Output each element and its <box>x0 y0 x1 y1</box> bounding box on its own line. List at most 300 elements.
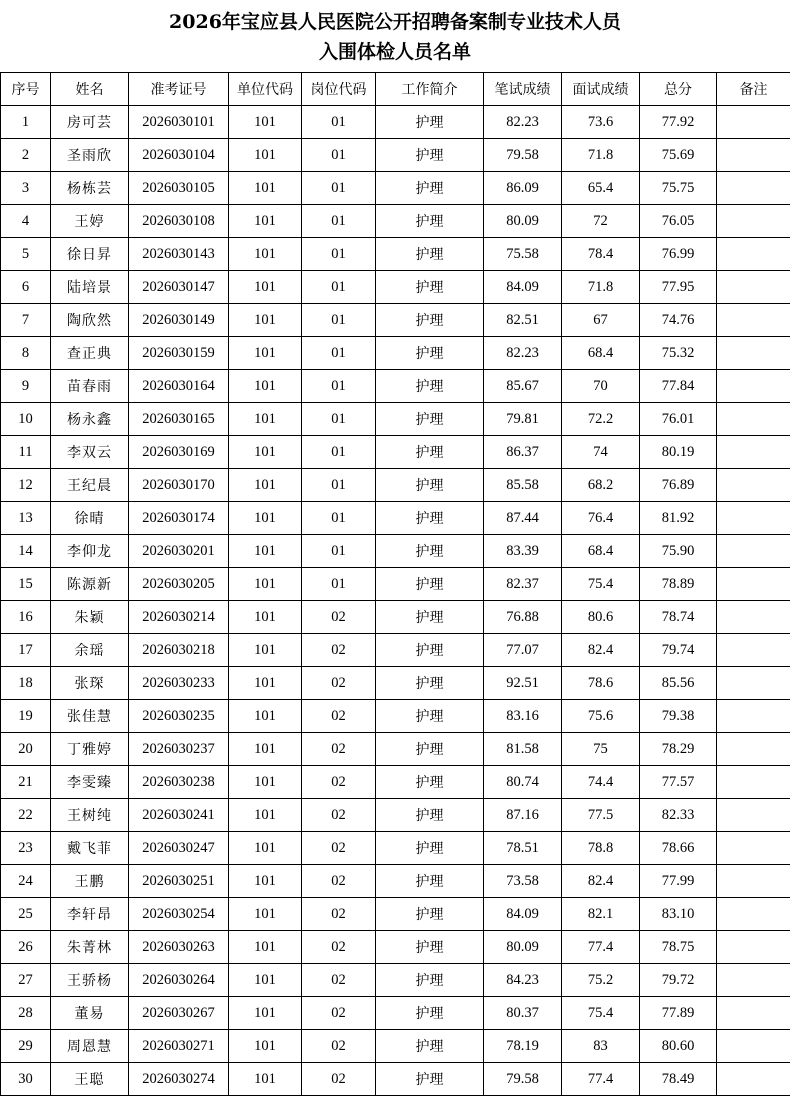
cell-interview-score: 68.4 <box>562 337 640 370</box>
cell-no: 1 <box>1 106 51 139</box>
cell-name: 王树纯 <box>51 799 129 832</box>
cell-exam-id: 2026030254 <box>129 898 229 931</box>
cell-post-code: 01 <box>302 106 376 139</box>
cell-no: 20 <box>1 733 51 766</box>
cell-written-score: 80.37 <box>484 997 562 1030</box>
table-row <box>1 337 790 370</box>
cell-unit-code: 101 <box>229 832 302 865</box>
table-row <box>1 568 790 601</box>
cell-no: 3 <box>1 172 51 205</box>
cell-total: 78.75 <box>640 931 717 964</box>
cell-written-score: 84.09 <box>484 271 562 304</box>
cell-name: 戴飞菲 <box>51 832 129 865</box>
cell-written-score: 82.51 <box>484 304 562 337</box>
header-intro: 工作简介 <box>376 73 484 106</box>
cell-no: 14 <box>1 535 51 568</box>
table-row <box>1 469 790 502</box>
cell-name: 徐日昇 <box>51 238 129 271</box>
cell-interview-score: 78.4 <box>562 238 640 271</box>
cell-unit-code: 101 <box>229 997 302 1030</box>
cell-post-code: 02 <box>302 832 376 865</box>
cell-intro: 护理 <box>376 568 484 601</box>
cell-total: 79.38 <box>640 700 717 733</box>
cell-no: 2 <box>1 139 51 172</box>
cell-intro: 护理 <box>376 238 484 271</box>
cell-unit-code: 101 <box>229 436 302 469</box>
cell-note <box>717 139 790 172</box>
table-row <box>1 832 790 865</box>
cell-intro: 护理 <box>376 403 484 436</box>
cell-no: 13 <box>1 502 51 535</box>
cell-total: 80.60 <box>640 1030 717 1063</box>
cell-exam-id: 2026030170 <box>129 469 229 502</box>
cell-written-score: 87.44 <box>484 502 562 535</box>
cell-no: 24 <box>1 865 51 898</box>
table-row <box>1 205 790 238</box>
table-row <box>1 898 790 931</box>
cell-total: 78.89 <box>640 568 717 601</box>
cell-intro: 护理 <box>376 799 484 832</box>
cell-no: 16 <box>1 601 51 634</box>
cell-total: 83.10 <box>640 898 717 931</box>
table-row <box>1 304 790 337</box>
cell-unit-code: 101 <box>229 469 302 502</box>
cell-post-code: 02 <box>302 865 376 898</box>
header-note: 备注 <box>717 73 790 106</box>
cell-note <box>717 568 790 601</box>
cell-post-code: 01 <box>302 370 376 403</box>
cell-total: 79.72 <box>640 964 717 997</box>
cell-unit-code: 101 <box>229 1030 302 1063</box>
cell-unit-code: 101 <box>229 238 302 271</box>
cell-interview-score: 82.4 <box>562 865 640 898</box>
cell-note <box>717 931 790 964</box>
cell-total: 74.76 <box>640 304 717 337</box>
cell-total: 75.32 <box>640 337 717 370</box>
cell-name: 李雯臻 <box>51 766 129 799</box>
cell-no: 10 <box>1 403 51 436</box>
cell-interview-score: 68.4 <box>562 535 640 568</box>
table-row <box>1 997 790 1030</box>
candidate-table <box>0 72 790 1096</box>
cell-no: 7 <box>1 304 51 337</box>
cell-unit-code: 101 <box>229 271 302 304</box>
cell-note <box>717 865 790 898</box>
cell-unit-code: 101 <box>229 634 302 667</box>
cell-post-code: 01 <box>302 271 376 304</box>
cell-unit-code: 101 <box>229 205 302 238</box>
cell-intro: 护理 <box>376 106 484 139</box>
cell-exam-id: 2026030205 <box>129 568 229 601</box>
cell-intro: 护理 <box>376 733 484 766</box>
cell-post-code: 02 <box>302 997 376 1030</box>
cell-total: 75.75 <box>640 172 717 205</box>
cell-name: 余瑶 <box>51 634 129 667</box>
cell-post-code: 01 <box>302 172 376 205</box>
cell-post-code: 02 <box>302 1030 376 1063</box>
cell-intro: 护理 <box>376 700 484 733</box>
cell-exam-id: 2026030267 <box>129 997 229 1030</box>
cell-exam-id: 2026030101 <box>129 106 229 139</box>
table-row <box>1 799 790 832</box>
cell-total: 77.99 <box>640 865 717 898</box>
table-row <box>1 535 790 568</box>
cell-intro: 护理 <box>376 1030 484 1063</box>
cell-unit-code: 101 <box>229 106 302 139</box>
table-row <box>1 502 790 535</box>
table-row <box>1 1030 790 1063</box>
cell-intro: 护理 <box>376 172 484 205</box>
cell-exam-id: 2026030201 <box>129 535 229 568</box>
cell-post-code: 01 <box>302 304 376 337</box>
cell-post-code: 01 <box>302 205 376 238</box>
cell-exam-id: 2026030108 <box>129 205 229 238</box>
cell-unit-code: 101 <box>229 766 302 799</box>
header-interview-score: 面试成绩 <box>562 73 640 106</box>
cell-interview-score: 78.6 <box>562 667 640 700</box>
table-row <box>1 238 790 271</box>
cell-exam-id: 2026030251 <box>129 865 229 898</box>
cell-name: 李双云 <box>51 436 129 469</box>
header-name: 姓名 <box>51 73 129 106</box>
cell-intro: 护理 <box>376 997 484 1030</box>
cell-note <box>717 997 790 1030</box>
cell-post-code: 01 <box>302 403 376 436</box>
cell-note <box>717 271 790 304</box>
cell-no: 8 <box>1 337 51 370</box>
cell-no: 9 <box>1 370 51 403</box>
cell-name: 董易 <box>51 997 129 1030</box>
cell-total: 78.66 <box>640 832 717 865</box>
cell-written-score: 79.58 <box>484 1063 562 1096</box>
cell-written-score: 77.07 <box>484 634 562 667</box>
title-line-1: 2026年宝应县人民医院公开招聘备案制专业技术人员 <box>0 7 790 37</box>
cell-written-score: 82.23 <box>484 337 562 370</box>
cell-total: 76.99 <box>640 238 717 271</box>
cell-written-score: 85.58 <box>484 469 562 502</box>
cell-intro: 护理 <box>376 634 484 667</box>
cell-unit-code: 101 <box>229 535 302 568</box>
cell-intro: 护理 <box>376 931 484 964</box>
cell-total: 77.84 <box>640 370 717 403</box>
cell-written-score: 78.51 <box>484 832 562 865</box>
cell-note <box>717 238 790 271</box>
cell-name: 丁雅婷 <box>51 733 129 766</box>
cell-intro: 护理 <box>376 601 484 634</box>
cell-intro: 护理 <box>376 502 484 535</box>
cell-post-code: 02 <box>302 700 376 733</box>
cell-note <box>717 700 790 733</box>
cell-post-code: 01 <box>302 238 376 271</box>
cell-exam-id: 2026030238 <box>129 766 229 799</box>
cell-unit-code: 101 <box>229 733 302 766</box>
cell-note <box>717 172 790 205</box>
cell-unit-code: 101 <box>229 337 302 370</box>
cell-written-score: 87.16 <box>484 799 562 832</box>
cell-intro: 护理 <box>376 337 484 370</box>
cell-total: 79.74 <box>640 634 717 667</box>
cell-exam-id: 2026030233 <box>129 667 229 700</box>
cell-total: 77.57 <box>640 766 717 799</box>
cell-name: 周恩慧 <box>51 1030 129 1063</box>
cell-post-code: 01 <box>302 436 376 469</box>
cell-name: 查正典 <box>51 337 129 370</box>
cell-note <box>717 502 790 535</box>
cell-note <box>717 337 790 370</box>
cell-unit-code: 101 <box>229 568 302 601</box>
cell-written-score: 78.19 <box>484 1030 562 1063</box>
cell-name: 陆培景 <box>51 271 129 304</box>
cell-interview-score: 71.8 <box>562 271 640 304</box>
cell-written-score: 83.39 <box>484 535 562 568</box>
cell-note <box>717 898 790 931</box>
header-no: 序号 <box>1 73 51 106</box>
cell-exam-id: 2026030164 <box>129 370 229 403</box>
cell-no: 21 <box>1 766 51 799</box>
table-row <box>1 106 790 139</box>
cell-post-code: 01 <box>302 337 376 370</box>
cell-no: 17 <box>1 634 51 667</box>
cell-no: 30 <box>1 1063 51 1096</box>
cell-total: 77.95 <box>640 271 717 304</box>
cell-no: 19 <box>1 700 51 733</box>
cell-written-score: 76.88 <box>484 601 562 634</box>
cell-name: 李仰龙 <box>51 535 129 568</box>
cell-interview-score: 75 <box>562 733 640 766</box>
cell-note <box>717 733 790 766</box>
table-row <box>1 667 790 700</box>
cell-post-code: 01 <box>302 502 376 535</box>
cell-unit-code: 101 <box>229 667 302 700</box>
cell-interview-score: 72.2 <box>562 403 640 436</box>
table-row <box>1 436 790 469</box>
cell-exam-id: 2026030264 <box>129 964 229 997</box>
cell-exam-id: 2026030169 <box>129 436 229 469</box>
cell-intro: 护理 <box>376 535 484 568</box>
cell-total: 76.89 <box>640 469 717 502</box>
table-row <box>1 1063 790 1096</box>
cell-exam-id: 2026030271 <box>129 1030 229 1063</box>
cell-unit-code: 101 <box>229 139 302 172</box>
cell-note <box>717 964 790 997</box>
cell-intro: 护理 <box>376 766 484 799</box>
cell-interview-score: 68.2 <box>562 469 640 502</box>
cell-interview-score: 75.4 <box>562 568 640 601</box>
table-header-row <box>1 73 790 106</box>
cell-post-code: 02 <box>302 799 376 832</box>
cell-unit-code: 101 <box>229 601 302 634</box>
cell-intro: 护理 <box>376 1063 484 1096</box>
cell-intro: 护理 <box>376 205 484 238</box>
cell-intro: 护理 <box>376 964 484 997</box>
header-unit-code: 单位代码 <box>229 73 302 106</box>
cell-exam-id: 2026030237 <box>129 733 229 766</box>
cell-exam-id: 2026030165 <box>129 403 229 436</box>
table-row <box>1 700 790 733</box>
cell-post-code: 02 <box>302 766 376 799</box>
cell-total: 77.92 <box>640 106 717 139</box>
cell-post-code: 02 <box>302 634 376 667</box>
cell-interview-score: 75.4 <box>562 997 640 1030</box>
cell-unit-code: 101 <box>229 304 302 337</box>
cell-name: 陶欣然 <box>51 304 129 337</box>
cell-total: 80.19 <box>640 436 717 469</box>
header-post-code: 岗位代码 <box>302 73 376 106</box>
cell-note <box>717 535 790 568</box>
cell-note <box>717 304 790 337</box>
cell-note <box>717 832 790 865</box>
cell-written-score: 84.23 <box>484 964 562 997</box>
cell-post-code: 01 <box>302 139 376 172</box>
document-title <box>0 0 790 72</box>
cell-written-score: 80.09 <box>484 205 562 238</box>
cell-note <box>717 799 790 832</box>
cell-post-code: 01 <box>302 535 376 568</box>
cell-interview-score: 65.4 <box>562 172 640 205</box>
cell-unit-code: 101 <box>229 700 302 733</box>
cell-written-score: 86.37 <box>484 436 562 469</box>
cell-no: 12 <box>1 469 51 502</box>
cell-post-code: 02 <box>302 898 376 931</box>
cell-interview-score: 75.2 <box>562 964 640 997</box>
header-exam-id: 准考证号 <box>129 73 229 106</box>
cell-note <box>717 1030 790 1063</box>
cell-total: 78.74 <box>640 601 717 634</box>
cell-written-score: 75.58 <box>484 238 562 271</box>
cell-name: 陈源新 <box>51 568 129 601</box>
table-row <box>1 172 790 205</box>
cell-note <box>717 766 790 799</box>
cell-note <box>717 1063 790 1096</box>
cell-written-score: 79.58 <box>484 139 562 172</box>
cell-total: 76.01 <box>640 403 717 436</box>
cell-note <box>717 601 790 634</box>
cell-post-code: 02 <box>302 667 376 700</box>
table-row <box>1 634 790 667</box>
cell-exam-id: 2026030147 <box>129 271 229 304</box>
cell-interview-score: 82.1 <box>562 898 640 931</box>
cell-written-score: 73.58 <box>484 865 562 898</box>
cell-name: 杨永鑫 <box>51 403 129 436</box>
cell-interview-score: 71.8 <box>562 139 640 172</box>
cell-exam-id: 2026030214 <box>129 601 229 634</box>
cell-total: 75.90 <box>640 535 717 568</box>
table-row <box>1 766 790 799</box>
cell-interview-score: 77.5 <box>562 799 640 832</box>
cell-written-score: 84.09 <box>484 898 562 931</box>
cell-post-code: 01 <box>302 469 376 502</box>
title-line-2: 入围体检人员名单 <box>0 37 790 67</box>
cell-no: 27 <box>1 964 51 997</box>
cell-unit-code: 101 <box>229 799 302 832</box>
header-total: 总分 <box>640 73 717 106</box>
cell-interview-score: 67 <box>562 304 640 337</box>
cell-exam-id: 2026030174 <box>129 502 229 535</box>
cell-total: 85.56 <box>640 667 717 700</box>
cell-interview-score: 70 <box>562 370 640 403</box>
cell-total: 78.49 <box>640 1063 717 1096</box>
cell-interview-score: 77.4 <box>562 1063 640 1096</box>
cell-note <box>717 634 790 667</box>
cell-no: 6 <box>1 271 51 304</box>
cell-exam-id: 2026030159 <box>129 337 229 370</box>
cell-total: 76.05 <box>640 205 717 238</box>
cell-total: 78.29 <box>640 733 717 766</box>
cell-intro: 护理 <box>376 898 484 931</box>
cell-post-code: 02 <box>302 601 376 634</box>
cell-interview-score: 78.8 <box>562 832 640 865</box>
cell-no: 22 <box>1 799 51 832</box>
cell-interview-score: 83 <box>562 1030 640 1063</box>
cell-exam-id: 2026030143 <box>129 238 229 271</box>
cell-written-score: 80.74 <box>484 766 562 799</box>
cell-no: 11 <box>1 436 51 469</box>
table-row <box>1 601 790 634</box>
cell-note <box>717 403 790 436</box>
cell-exam-id: 2026030218 <box>129 634 229 667</box>
cell-written-score: 82.37 <box>484 568 562 601</box>
cell-interview-score: 76.4 <box>562 502 640 535</box>
cell-name: 李轩昂 <box>51 898 129 931</box>
cell-written-score: 79.81 <box>484 403 562 436</box>
cell-post-code: 02 <box>302 733 376 766</box>
cell-intro: 护理 <box>376 865 484 898</box>
cell-name: 王骄杨 <box>51 964 129 997</box>
table-row <box>1 931 790 964</box>
cell-unit-code: 101 <box>229 964 302 997</box>
cell-post-code: 02 <box>302 931 376 964</box>
cell-name: 朱菁林 <box>51 931 129 964</box>
cell-intro: 护理 <box>376 304 484 337</box>
table-row <box>1 865 790 898</box>
cell-post-code: 01 <box>302 568 376 601</box>
cell-written-score: 92.51 <box>484 667 562 700</box>
cell-interview-score: 82.4 <box>562 634 640 667</box>
cell-name: 王聪 <box>51 1063 129 1096</box>
cell-name: 徐晴 <box>51 502 129 535</box>
cell-written-score: 86.09 <box>484 172 562 205</box>
cell-name: 房可芸 <box>51 106 129 139</box>
cell-exam-id: 2026030241 <box>129 799 229 832</box>
cell-total: 77.89 <box>640 997 717 1030</box>
cell-note <box>717 667 790 700</box>
cell-intro: 护理 <box>376 139 484 172</box>
cell-note <box>717 205 790 238</box>
cell-interview-score: 80.6 <box>562 601 640 634</box>
cell-no: 15 <box>1 568 51 601</box>
cell-exam-id: 2026030149 <box>129 304 229 337</box>
cell-written-score: 82.23 <box>484 106 562 139</box>
cell-written-score: 83.16 <box>484 700 562 733</box>
cell-note <box>717 469 790 502</box>
cell-intro: 护理 <box>376 667 484 700</box>
cell-name: 王婷 <box>51 205 129 238</box>
table-row <box>1 139 790 172</box>
cell-post-code: 02 <box>302 1063 376 1096</box>
cell-unit-code: 101 <box>229 502 302 535</box>
cell-intro: 护理 <box>376 271 484 304</box>
table-body <box>1 106 790 1096</box>
table-row <box>1 964 790 997</box>
cell-unit-code: 101 <box>229 370 302 403</box>
cell-written-score: 80.09 <box>484 931 562 964</box>
cell-note <box>717 106 790 139</box>
cell-unit-code: 101 <box>229 865 302 898</box>
cell-note <box>717 370 790 403</box>
cell-name: 杨栋芸 <box>51 172 129 205</box>
cell-total: 82.33 <box>640 799 717 832</box>
cell-name: 王鹏 <box>51 865 129 898</box>
